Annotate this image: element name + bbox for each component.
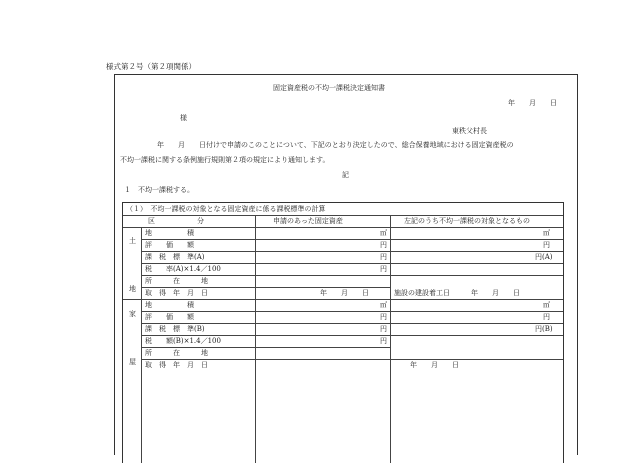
table-cell-unit: ㎡: [543, 229, 550, 237]
table-cell-unit: 円: [543, 241, 550, 249]
addressee: 様: [180, 114, 187, 122]
date-line: 年 月 日: [508, 99, 557, 107]
table-cell-unit: 円: [543, 313, 550, 321]
house-label-top: 家: [129, 310, 136, 318]
table-row-label: 課 税 標 準(A): [145, 253, 205, 261]
land-label-top: 土: [129, 237, 136, 245]
table-cell-unit: 円: [380, 325, 387, 333]
table-row-label: 所 在 地: [145, 349, 208, 357]
issuer-name: 東秩父村長: [452, 127, 487, 135]
table-cell-unit: 円: [380, 313, 387, 321]
table-cell-date: 年 月 日: [410, 361, 459, 369]
table-cell-unit: ㎡: [543, 301, 550, 309]
table-cell-unit: ㎡: [380, 229, 387, 237]
body-text-line-1: 年 月 日付けで申請のこのことについて、下記のとおり決定したので、総合保養地域における固定資産税の: [157, 141, 514, 149]
ki-heading: 記: [342, 171, 349, 179]
table-cell-unit: 円: [380, 337, 387, 345]
table-row-label: 税 額(B)×1.4／100: [145, 337, 221, 345]
col-header-kubun: 区 分: [148, 217, 204, 225]
calculation-table: [122, 202, 564, 463]
table-cell-unit: 円(A): [535, 253, 553, 261]
table-cell-unit: 円(B): [535, 325, 553, 333]
col-header-applied: 申請のあった固定資産: [273, 217, 343, 225]
table-row-label: 税 率(A)×1.4／100: [145, 265, 221, 273]
table-row-label: 取 得 年 月 日: [145, 289, 208, 297]
form-number: 様式第２号（第２項関係）: [106, 62, 196, 71]
col-header-target: 左記のうち不均一課税の対象となるもの: [404, 217, 530, 225]
table-row-label: 地 積: [145, 301, 194, 309]
table-row-label: 取 得 年 月 日: [145, 361, 208, 369]
house-label-bottom: 屋: [129, 358, 136, 366]
table-row-label: 地 積: [145, 229, 194, 237]
table-row-label: 評 価 額: [145, 313, 194, 321]
body-text-line-2: 不均一課税に関する条例施行規則第２項の規定により通知します。: [120, 156, 330, 164]
table-cell-date: 施設の建設着工日 年 月 日: [394, 289, 520, 297]
table-row-label: 評 価 額: [145, 241, 194, 249]
document-title: 固定資産税の不均一課税決定通知書: [273, 84, 385, 92]
table-row-label: 所 在 地: [145, 277, 208, 285]
table-cell-unit: ㎡: [380, 301, 387, 309]
table-caption: （１） 不均一課税の対象となる固定資産に係る課税標準の計算: [126, 205, 326, 213]
table-cell-date: 年 月 日: [320, 289, 369, 297]
table-cell-unit: 円: [380, 265, 387, 273]
section-1-heading: １ 不均一課税する。: [124, 186, 194, 194]
table-cell-unit: 円: [380, 253, 387, 261]
land-label-bottom: 地: [129, 285, 136, 293]
table-row-label: 課 税 標 準(B): [145, 325, 205, 333]
table-cell-unit: 円: [380, 241, 387, 249]
